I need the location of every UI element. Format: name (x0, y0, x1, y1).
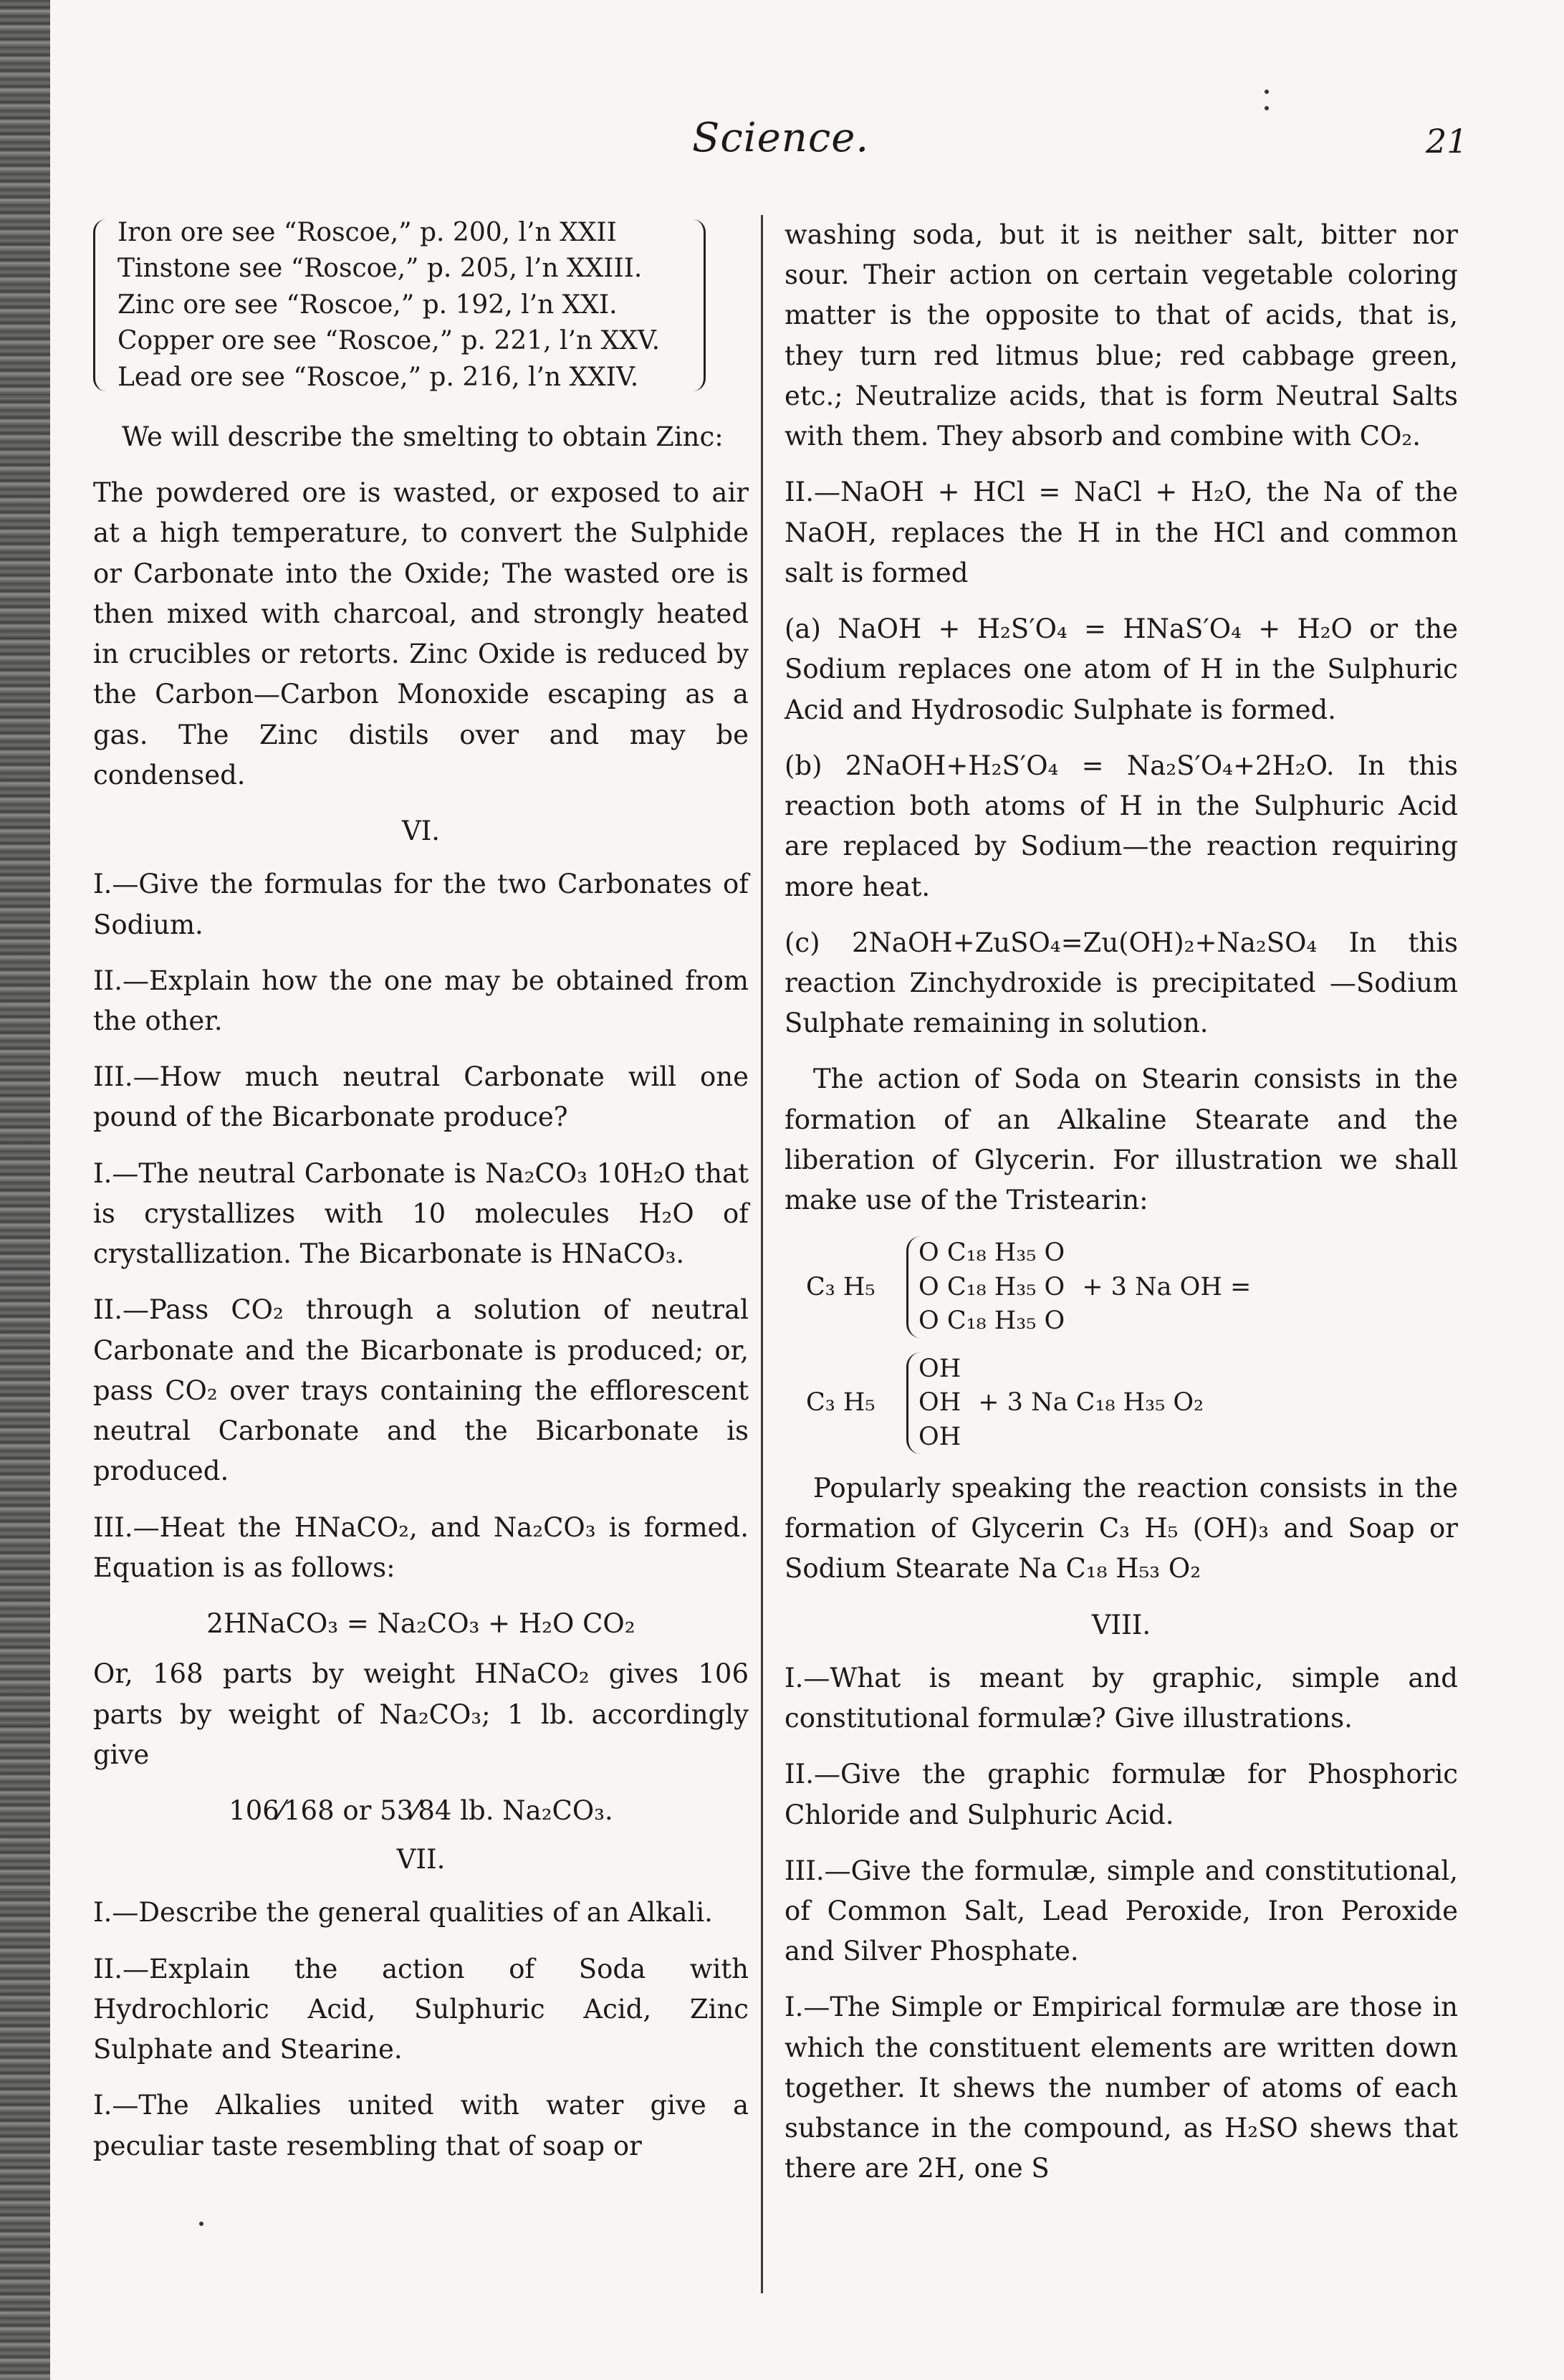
answer-vi-3: III.—Heat the HNaCO₂, and Na₂CO₃ is formed. Equation is as follows: (93, 1511, 749, 1583)
popular-explanation: Popularly speaking the reaction consists in the formation of Glycerin C₃ H₅ (OH)₃ and Soap or Sodium Stearate Na C₁₈ H₅₃ O₂ (785, 1472, 1458, 1585)
question-viii-2: II.—Give the graphic formulæ for Phosphoric Chloride and Sulphuric Acid. (785, 1759, 1458, 1830)
answer-vi-1: I.—The neutral Carbonate is Na₂CO₃ 10H₂O that is crystallizes with 10 molecules H₂O of crystallization. The Bicarbonate is HNaCO₃. (93, 1157, 749, 1270)
ore-reference: Copper ore see “Roscoe,” p. 221, l’n XXV. (117, 326, 661, 356)
product-base: C₃ H₅ (806, 1388, 875, 1418)
reactant-base: C₃ H₅ (806, 1272, 875, 1301)
answer-vii-1: I.—The Alkalies united with water give a peculiar taste resembling that of soap or (93, 2090, 749, 2161)
reactant-group: O C₁₈ H₃₅ O (918, 1306, 1065, 1335)
glycerin-products (806, 1352, 1458, 1454)
ink-speck (1265, 106, 1269, 110)
section-heading-vii: VII. (396, 1844, 446, 1875)
answer-viii-1: I.—The Simple or Empirical formulæ are those in which the constituent elements are written down together. It shews the number of atoms of each substance in the compound, as H₂SO shews that there are 2H, one S (785, 1992, 1458, 2184)
answer-vi-2: II.—Pass CO₂ through a solution of neutral Carbonate and the Bicarbonate is produced; or, pass CO₂ over trays containing the efflorescent neutral Carbonate and the Bicarbonate is produced. (93, 1294, 749, 1487)
question-vii-1: I.—Describe the general qualities of an Alkali. (93, 1897, 713, 1929)
answer-vii-2: II.—NaOH + HCl = NaCl + H₂O, the Na of the NaOH, replaces the H in the HCl and common salt is formed (785, 477, 1458, 588)
page-title: Science. (692, 115, 870, 161)
reactant-group: O C₁₈ H₃₅ O (918, 1272, 1065, 1301)
product-group: OH (918, 1388, 961, 1418)
question-vi-3: III.—How much neutral Carbonate will one pound of the Bicarbonate produce? (93, 1061, 749, 1133)
reactant-remainder: + 3 Na OH = (1082, 1272, 1252, 1301)
product-remainder: + 3 Na C₁₈ H₃₅ O₂ (978, 1388, 1204, 1418)
section-heading-viii: VIII. (1091, 1609, 1151, 1640)
ore-reference: Zinc ore see “Roscoe,” p. 192, l’n XXI. (117, 290, 618, 320)
ore-reference-list (93, 215, 749, 396)
section-heading-vi: VI. (401, 816, 441, 847)
smelting-intro: We will describe the smelting to obtain Zinc: (122, 421, 724, 452)
answer-vii-2a: (a) NaOH + H₂S′O₄ = HNaS′O₄ + H₂O or the Sodium replaces one atom of H in the Sulphuric Acid and Hydrosodic Sulphate is formed. (785, 613, 1458, 725)
question-viii-1: I.—What is meant by graphic, simple and constitutional formulæ? Give illustrations. (785, 1662, 1458, 1734)
product-groups (906, 1352, 961, 1454)
bicarbonate-equation: 2HNaCO₃ = Na₂CO₃ + H₂O CO₂ (206, 1608, 635, 1640)
question-viii-3: III.—Give the formulæ, simple and constitutional, of Common Salt, Lead Peroxide, Iron Peroxide and Silver Phosphate. (785, 1855, 1458, 1967)
product-group: OH (918, 1422, 961, 1451)
ink-speck (1265, 90, 1269, 94)
question-vi-2: II.—Explain how the one may be obtained from the other. (93, 965, 749, 1036)
right-column (785, 215, 1458, 2205)
tristearin-reactants (806, 1236, 1458, 1338)
ore-reference: Iron ore see “Roscoe,” p. 200, l’n XXII (117, 218, 617, 247)
answer-vi-3-continued: Or, 168 parts by weight HNaCO₂ gives 106 parts by weight of Na₂CO₃; 1 lb. accordingly give (93, 1658, 749, 1770)
reactant-group: O C₁₈ H₃₅ O (918, 1238, 1065, 1268)
question-vi-1: I.—Give the formulas for the two Carbonates of Sodium. (93, 869, 749, 940)
fraction-result: 106⁄168 or 53⁄84 lb. Na₂CO₃. (229, 1794, 613, 1826)
column-divider (761, 215, 763, 2293)
left-brace (93, 219, 110, 391)
ore-reference: Lead ore see “Roscoe,” p. 216, l’n XXIV. (117, 362, 639, 392)
ink-speck (199, 2222, 203, 2226)
page-number: 21 (1426, 122, 1468, 161)
answer-vii-2b: (b) 2NaOH+H₂S′O₄ = Na₂S′O₄+2H₂O. In this reaction both atoms of H in the Sulphuric Acid are replaced by Sodium—the reaction requiring more heat. (785, 750, 1458, 902)
smelting-paragraph: The powdered ore is wasted, or exposed to air at a high temperature, to convert the Sulphide or Carbonate into the Oxide; The wasted ore is then mixed with charcoal, and strongly heated in crucibles or retorts. Zinc Oxide is reduced by the Carbon—Carbon Monoxide escaping as a gas. The Zinc distils over and may be condensed. (93, 477, 749, 790)
product-group: OH (918, 1354, 961, 1384)
answer-vii-1-continued: washing soda, but it is neither salt, bitter nor sour. Their action on certain vegetable coloring matter is the opposite to that of acids, that is, they turn red litmus blue; red cabbage green, etc.; Neutralize acids, that is form Neutral Salts with them. They absorb and combine with CO₂. (785, 219, 1458, 452)
left-column (93, 215, 749, 2182)
question-vii-2: II.—Explain the action of Soda with Hydrochloric Acid, Sulphuric Acid, Zinc Sulphate and Stearine. (93, 1953, 749, 2065)
scan-edge (0, 0, 50, 2380)
stearin-paragraph: The action of Soda on Stearin consists in the formation of an Alkaline Stearate and the liberation of Glycerin. For illustration we shall make use of the Tristearin: (785, 1064, 1458, 1216)
right-brace (689, 219, 706, 391)
answer-vii-2c: (c) 2NaOH+ZuSO₄=Zu(OH)₂+Na₂SO₄ In this reaction Zinchydroxide is precipitated —Sodium Sulphate remaining in solution. (785, 927, 1458, 1039)
reactant-groups (906, 1236, 1065, 1338)
ore-reference: Tinstone see “Roscoe,” p. 205, l’n XXIII. (117, 254, 643, 284)
